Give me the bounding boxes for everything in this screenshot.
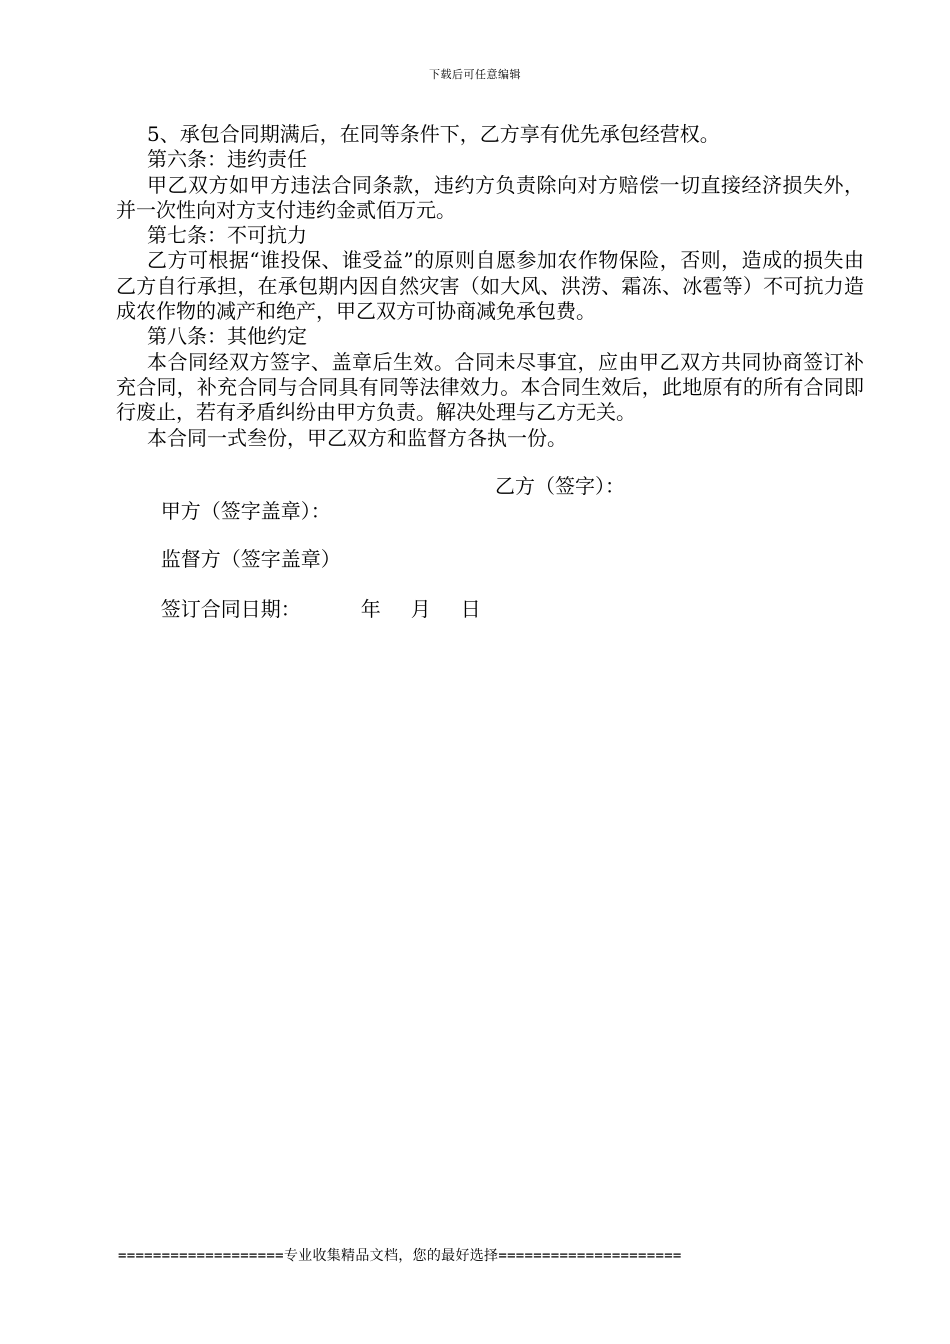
article-8-text: 本合同经双方签字、盖章后生效。合同未尽事宜，应由甲乙双方共同协商签订补充合同，补充合同与合同具有同等法律效力。本合同生效后，此地原有的所有合同即行废止，若有矛盾纠纷由甲方负责。解决处理与乙方无关。 — [116, 349, 864, 425]
signature-row-supervisor — [148, 522, 341, 572]
article-7-text: 乙方可根据“谁投保、谁受益”的原则自愿参加农作物保险，否则，造成的损失由乙方自行承担，在承包期内因自然灾害（如大风、洪涝、霜冻、冰雹等）不可抗力造成农作物的减产和绝产，甲乙双方可协商减免承包费。 — [116, 248, 864, 324]
copies-statement: 本合同一式叁份，甲乙双方和监督方各执一份。 — [147, 425, 567, 450]
signing-date-label: 签订合同日期： — [160, 597, 301, 621]
party-a-signature-label: 甲方（签字盖章）： — [160, 499, 331, 523]
party-b-signature-label: 乙方（签字）： — [495, 474, 625, 498]
supervisor-signature-label: 监督方（签字盖章） — [160, 547, 341, 571]
clause-5-renewal: 5、承包合同期满后，在同等条件下，乙方享有优先承包经营权。 — [147, 122, 720, 146]
article-8-heading: 第八条：其他约定 — [147, 324, 307, 349]
date-day-label: 日 — [460, 597, 481, 621]
date-year-label: 年 — [360, 597, 381, 621]
footer-note: ===================专业收集精品文档，您的最好选择===================== — [118, 1248, 682, 1264]
signing-date-row — [148, 572, 511, 622]
header-note: 下载后可任意编辑 — [429, 68, 521, 81]
document-body — [116, 122, 864, 451]
article-6-text: 甲乙双方如甲方违法合同条款，违约方负责除向对方赔偿一切直接经济损失外，并一次性向对方支付违约金贰佰万元。 — [116, 172, 864, 222]
article-7-heading: 第七条：不可抗力 — [147, 223, 307, 248]
date-month-label: 月 — [410, 597, 431, 621]
article-6-heading: 第六条：违约责任 — [147, 147, 307, 172]
